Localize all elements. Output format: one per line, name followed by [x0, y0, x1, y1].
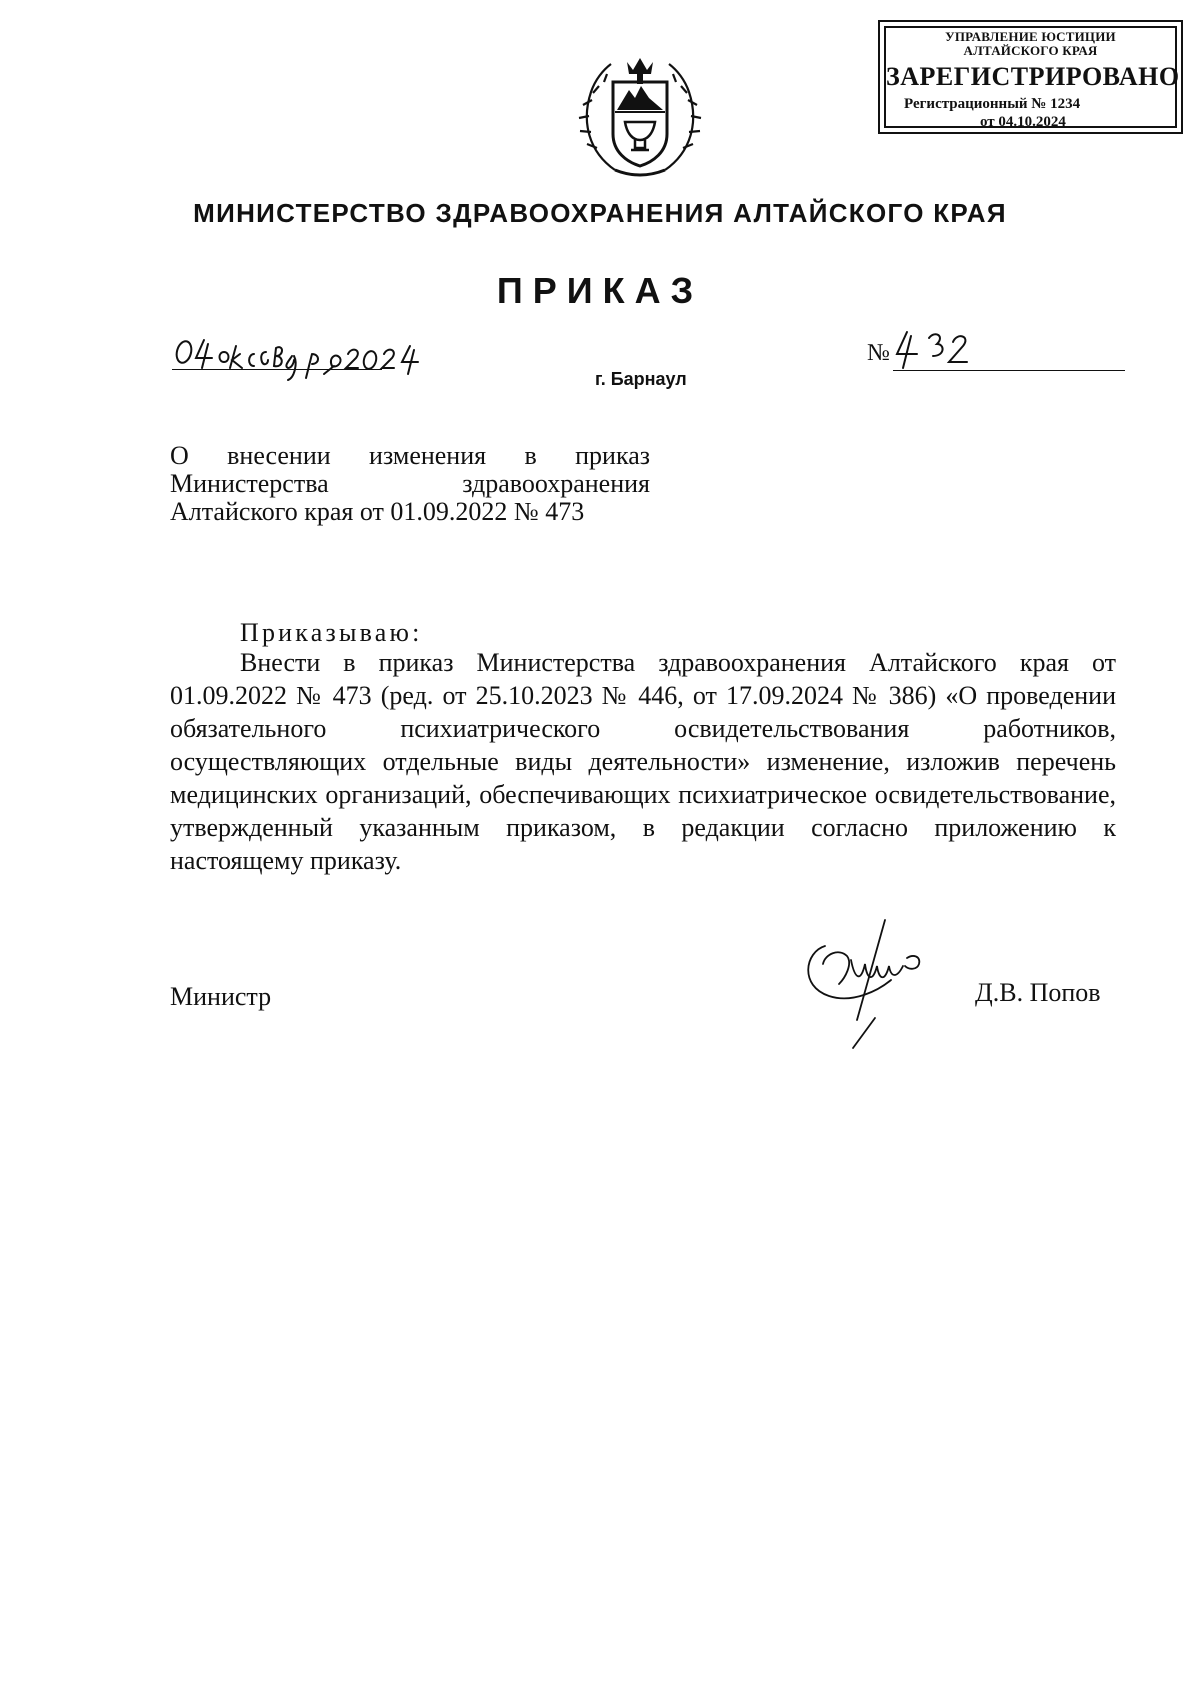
- minister-name: Д.В. Попов: [975, 978, 1101, 1007]
- city: г. Барнаул: [595, 369, 687, 389]
- number-label: №: [867, 340, 890, 366]
- subject-line-2: Министерства здравоохранения: [170, 469, 650, 498]
- order-body: [170, 646, 1116, 877]
- number-underline: [893, 370, 1125, 371]
- stamp-inner-frame: [884, 26, 1180, 130]
- subject-line-3: Алтайского края от 01.09.2022 № 473: [170, 497, 585, 526]
- document-subject: [170, 442, 650, 526]
- handwritten-number: [893, 318, 1023, 376]
- orders-heading: Приказываю:: [240, 618, 423, 647]
- date-underline: [172, 369, 382, 370]
- minister-signature: [795, 900, 955, 1050]
- stamp-registration-date: от 04.10.2024: [980, 114, 1066, 130]
- stamp-status: ЗАРЕГИСТРИРОВАНО: [886, 62, 1180, 91]
- stamp-department-line1: УПРАВЛЕНИЕ ЮСТИЦИИ: [945, 29, 1116, 44]
- handwritten-date: [172, 326, 492, 384]
- signatory-title: Министр: [170, 982, 272, 1011]
- coat-of-arms-icon: [575, 52, 705, 182]
- stamp-department-line2: АЛТАЙСКОГО КРАЯ: [963, 43, 1098, 58]
- ministry-title: МИНИСТЕРСТВО ЗДРАВООХРАНЕНИЯ АЛТАЙСКОГО КРАЯ: [193, 198, 1007, 228]
- stamp-department: [886, 30, 1175, 58]
- stamp-registration-number: Регистрационный № 1234: [904, 96, 1081, 112]
- document-type: ПРИКАЗ: [496, 270, 704, 311]
- registration-stamp: [878, 20, 1183, 134]
- subject-line-1: О внесении изменения в приказ: [170, 441, 650, 470]
- order-paragraph: Внести в приказ Министерства здравоохранения Алтайского края от 01.09.2022 № 473 (ред. от 25.10.2023 № 446, от 17.09.2024 № 386) «О проведении обязательного психиатрического освидетельствования работников, осуществляющих отдельные виды деятельности» изменение, изложив перечень медицинских организаций, обеспечивающих психиатрическое освидетельствование, утвержденный указанным приказом, в редакции согласно приложению к настоящему приказу.: [170, 648, 1116, 875]
